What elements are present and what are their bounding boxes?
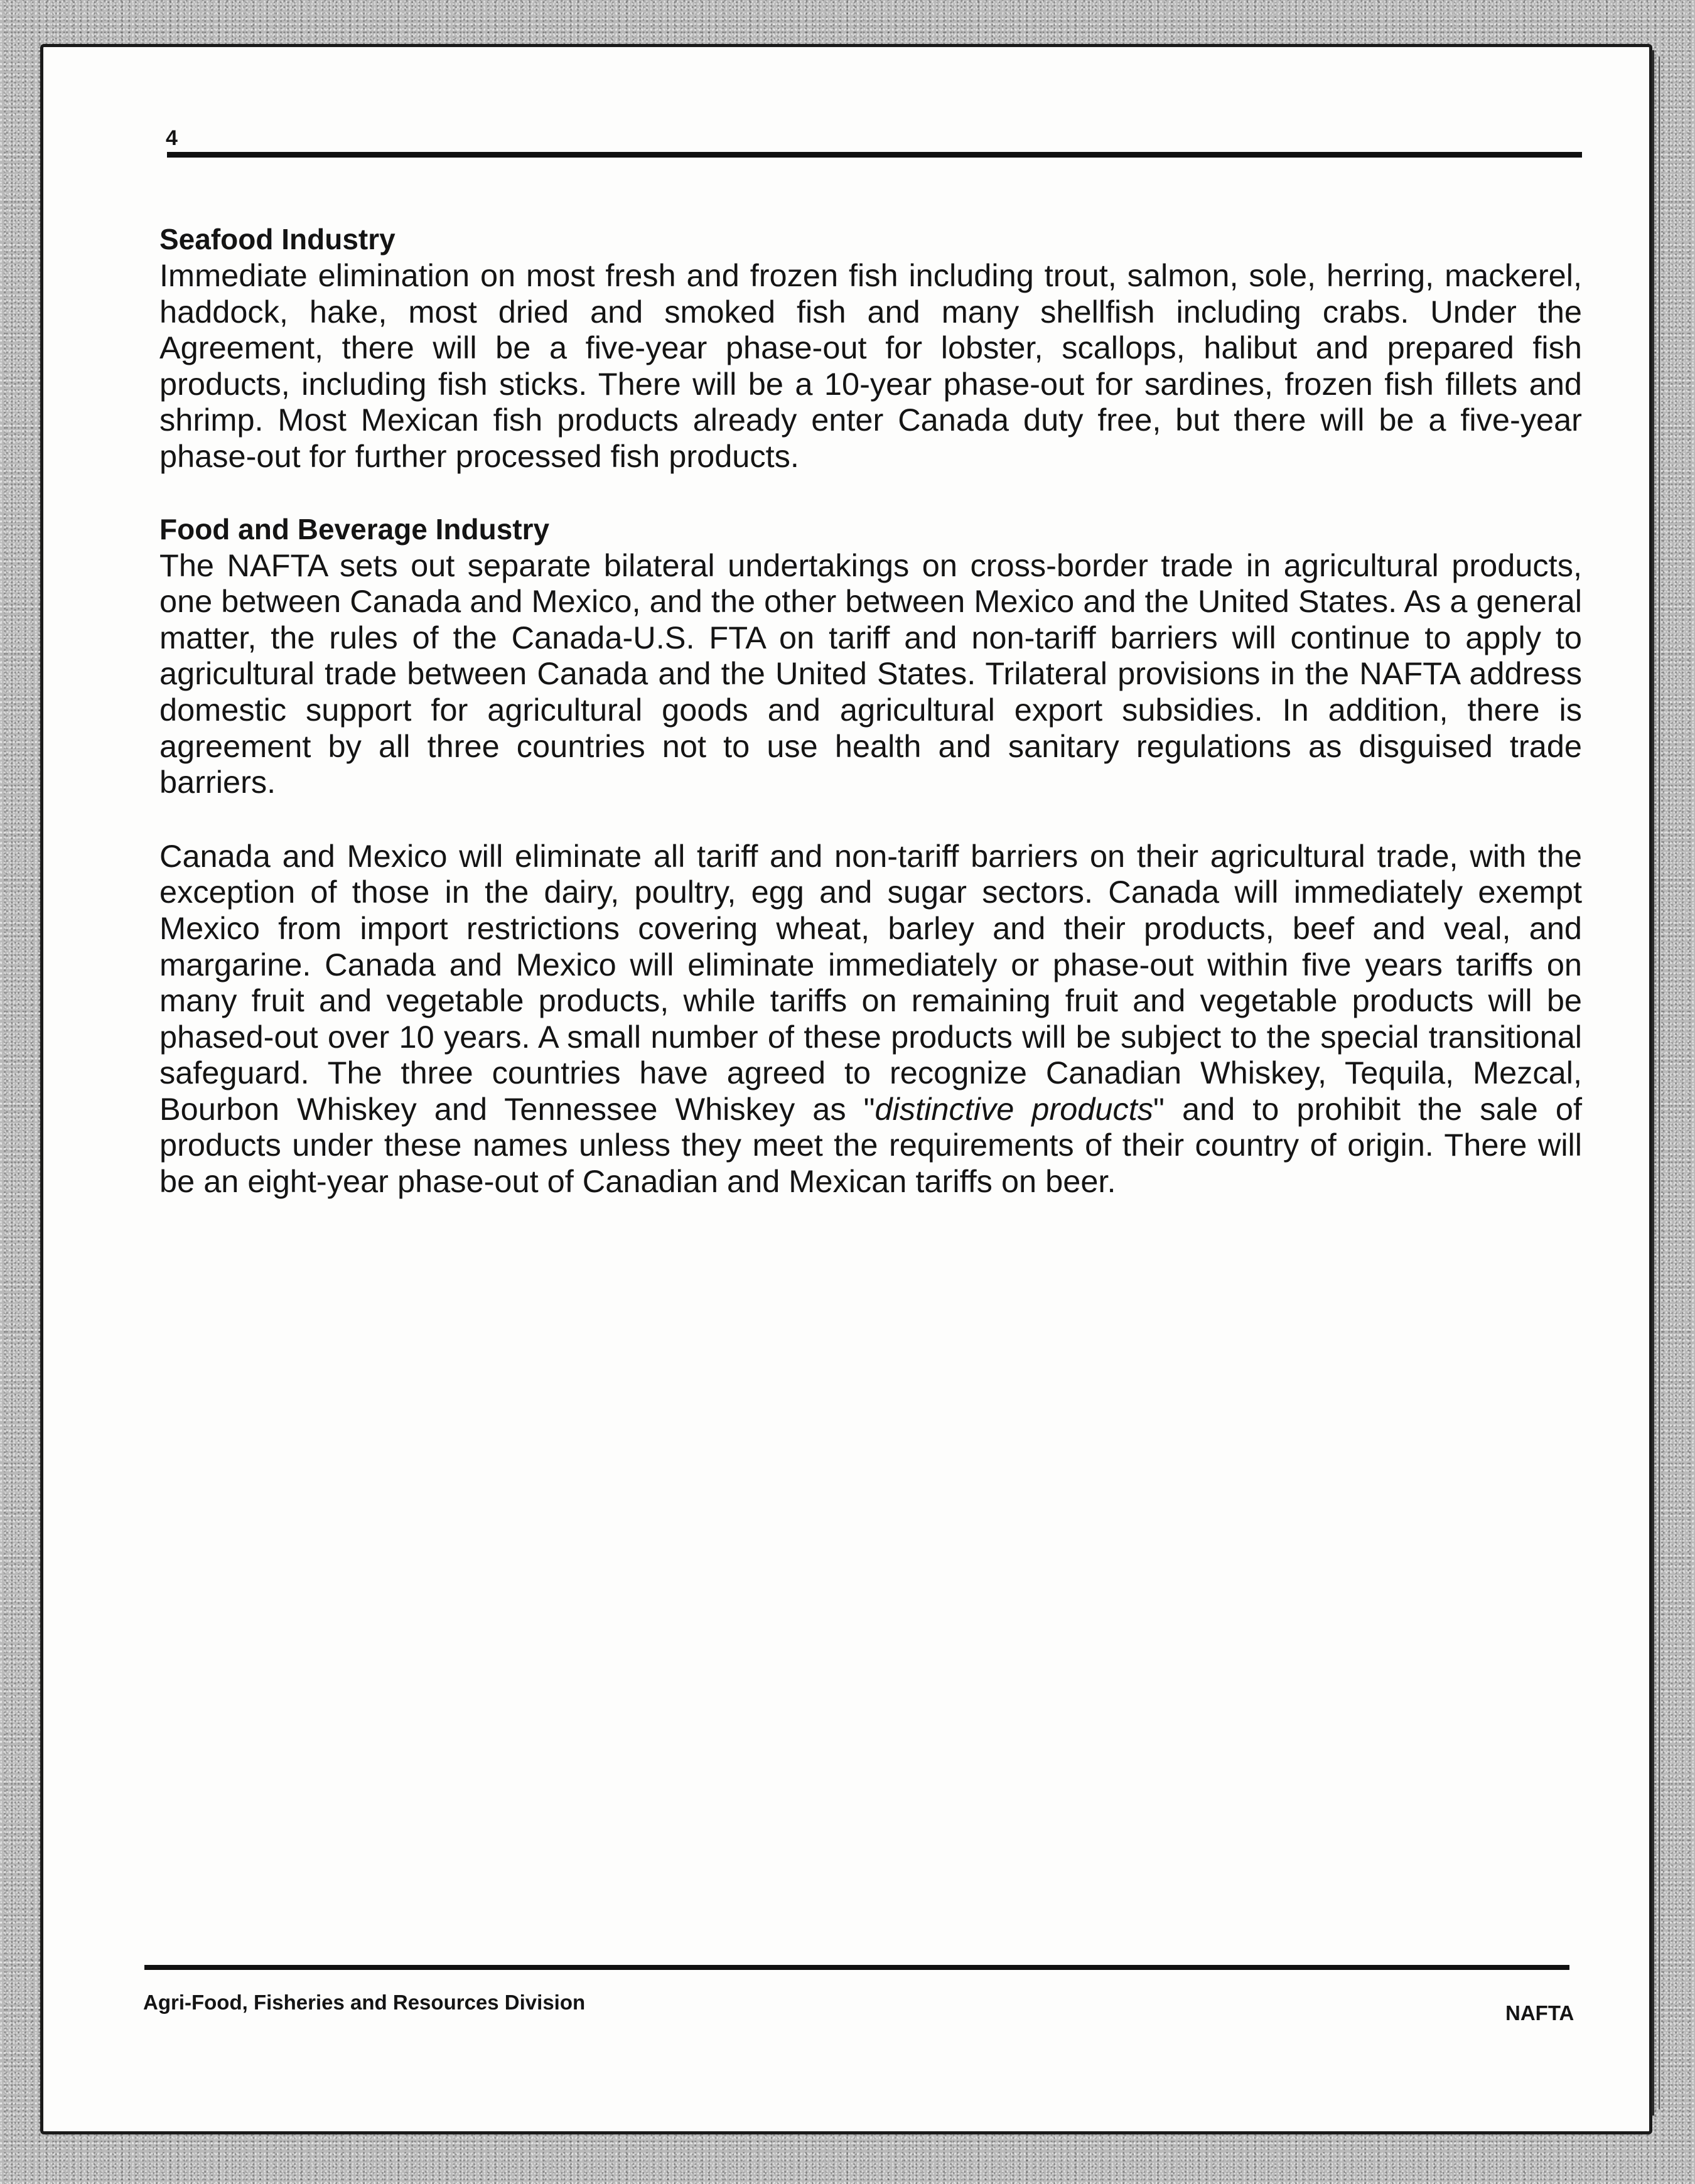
section-heading-seafood: Seafood Industry [159, 223, 396, 256]
page-edge-line-inner [1659, 56, 1660, 2109]
page-edge-line [1652, 50, 1654, 2116]
header-rule [167, 152, 1582, 158]
paragraph-seafood: Immediate elimination on most fresh and frozen fish including trout, salmon, sole, herring, mackerel, haddock, hake, most dried and smoked fish and many shellfish including crabs. Under the Agreement, there will be a five-year phase-out for lobster, scallops, halibut and prepared fish products, including fish sticks. There will be a 10-year phase-out for sardines, frozen fish fillets and shrimp. Most Mexican fish products already enter Canada duty free, but there will be a five-year phase-out for further processed fish products. [159, 257, 1582, 474]
paragraph-italic-term: distinctive products [874, 1090, 1153, 1127]
footer-document-title: NAFTA [1505, 2001, 1574, 2025]
paragraph-food-beverage-2 [159, 838, 1582, 1200]
page-number: 4 [166, 126, 178, 150]
paragraph-food-beverage-1: The NAFTA sets out separate bilateral undertakings on cross-border trade in agricultural products, one between Canada and Mexico, and the other between Mexico and the United States. As a general matter, the rules of the Canada-U.S. FTA on tariff and non-tariff barriers will continue to apply to agricultural trade between Canada and the United States. Trilateral provisions in the NAFTA address domestic support for agricultural goods and agricultural export subsidies. In addition, there is agreement by all three countries not to use health and sanitary regulations as disguised trade barriers. [159, 547, 1582, 800]
paragraph-text-part: " and to prohibit the sale of products under these names unless they meet the requirements of their country of origin. There will be an eight-year phase-out of Canadian and Mexican tariffs on beer. [159, 1090, 1583, 1200]
document-body [159, 221, 1582, 1200]
paragraph-text-part: Canada and Mexico will eliminate all tariff and non-tariff barriers on their agricultural trade, with the exception of those in the dairy, poultry, egg and sugar sectors. Canada will immediately exempt Mexico from import restrictions covering wheat, barley and their products, beef and veal, and margarine. Canada and Mexico will eliminate immediately or phase-out within five years tariffs on many fruit and vegetable products, while tariffs on remaining fruit and vegetable products will be phased-out over 10 years. A small number of these products will be subject to the special transitional safeguard. The three countries have agreed to recognize Canadian Whiskey, Tequila, Mezcal, Bourbon Whiskey and Tennessee Whiskey as " [159, 837, 1582, 1127]
footer-division-name: Agri-Food, Fisheries and Resources Division [143, 1991, 586, 2014]
section-heading-food-beverage: Food and Beverage Industry [159, 512, 550, 546]
section-spacer [159, 475, 1582, 511]
paragraph-spacer [159, 800, 1582, 838]
footer-rule [144, 1965, 1569, 1970]
